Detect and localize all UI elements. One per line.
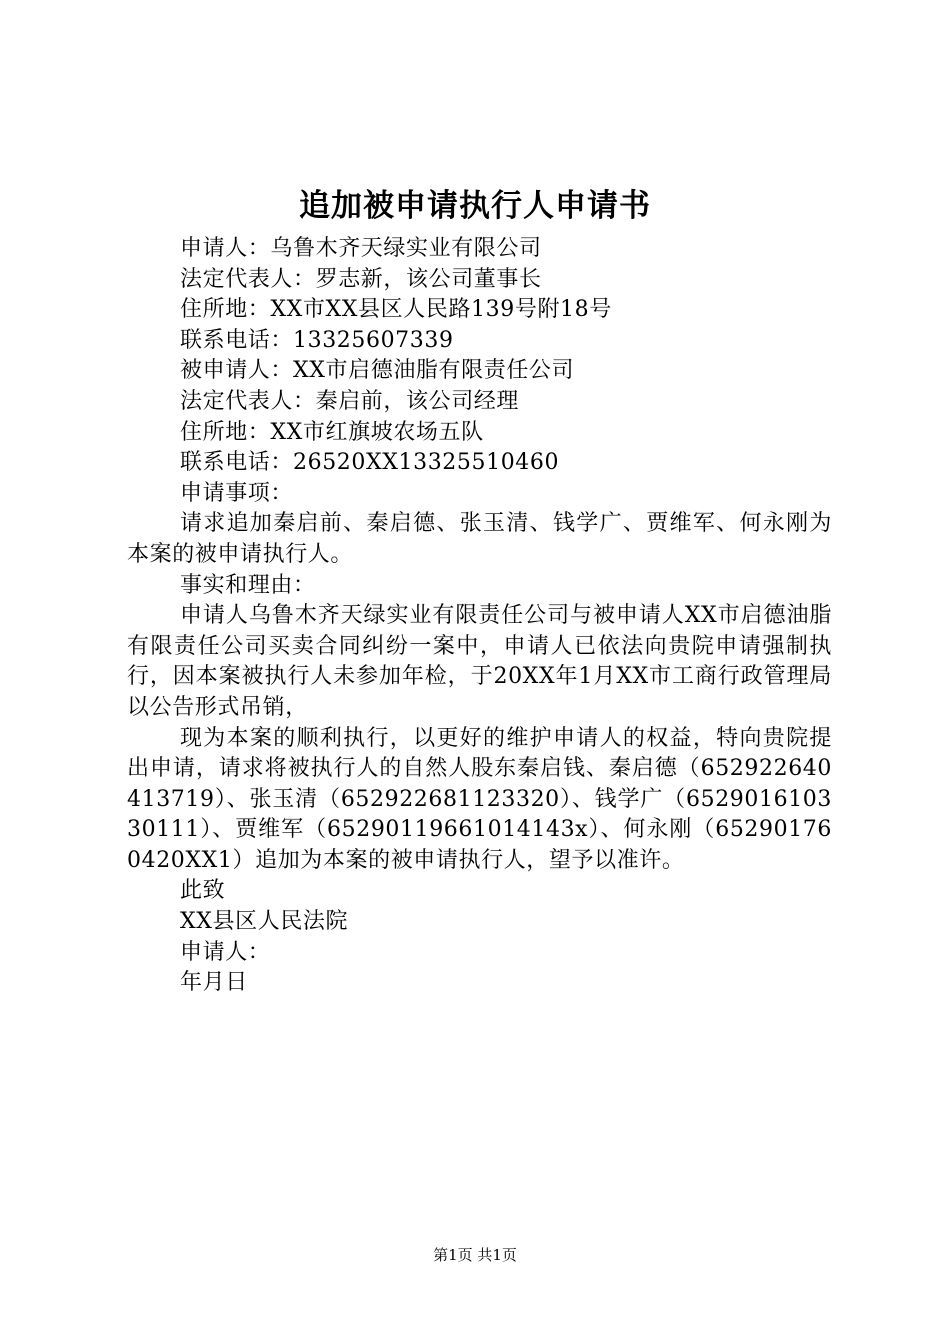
respondent-line: 被申请人：XX市启德油脂有限责任公司 — [180, 358, 575, 384]
page-footer: 第1页 共1页 — [433, 1246, 517, 1264]
respondent-representative-line: 法定代表人：秦启前，该公司经理 — [180, 388, 520, 414]
applicant-representative-line: 法定代表人：罗志新，该公司董事长 — [180, 266, 542, 292]
applicant-line: 申请人：乌鲁木齐天绿实业有限公司 — [180, 236, 542, 261]
document-body — [127, 234, 832, 999]
signature-applicant: 申请人： — [180, 939, 271, 965]
signature-date: 年月日 — [180, 970, 248, 996]
applicant-address-line: 住所地：XX市XX县区人民路139号附18号 — [180, 297, 612, 323]
matters-paragraph: 请求追加秦启前、秦启德、张玉清、钱学广、贾维军、何永刚为本案的被申请执行人。 — [127, 511, 832, 567]
document-title: 追加被申请执行人申请书 — [299, 188, 651, 224]
facts-heading: 事实和理由： — [180, 572, 316, 598]
salutation: 此致 — [180, 878, 226, 904]
respondent-phone-line: 联系电话：26520XX13325510460 — [180, 450, 560, 476]
court-name: XX县区人民法院 — [180, 909, 349, 935]
respondent-address-line: 住所地：XX市红旗坡农场五队 — [180, 419, 484, 445]
facts-paragraph-1: 申请人乌鲁木齐天绿实业有限责任公司与被申请人XX市启德油脂有限责任公司买卖合同纠纷一案中，申请人已依法向贵院申请强制执行，因本案被执行人未参加年检，于20XX年1月XX市工商行政管理局以公告形式吊销， — [127, 603, 832, 720]
applicant-phone-line: 联系电话：13325607339 — [180, 327, 454, 353]
facts-paragraph-2: 现为本案的顺利执行，以更好的维护申请人的权益，特向贵院提出申请，请求将被执行人的自然人股东秦启钱、秦启德（652922640413719）、张玉清（652922681123320）、钱学广（652901610330111）、贾维军（65290119661014143x）、何永刚（652901760420XX1）追加为本案的被申请执行人，望予以准许。 — [127, 725, 832, 873]
matters-heading: 申请事项： — [180, 480, 294, 506]
